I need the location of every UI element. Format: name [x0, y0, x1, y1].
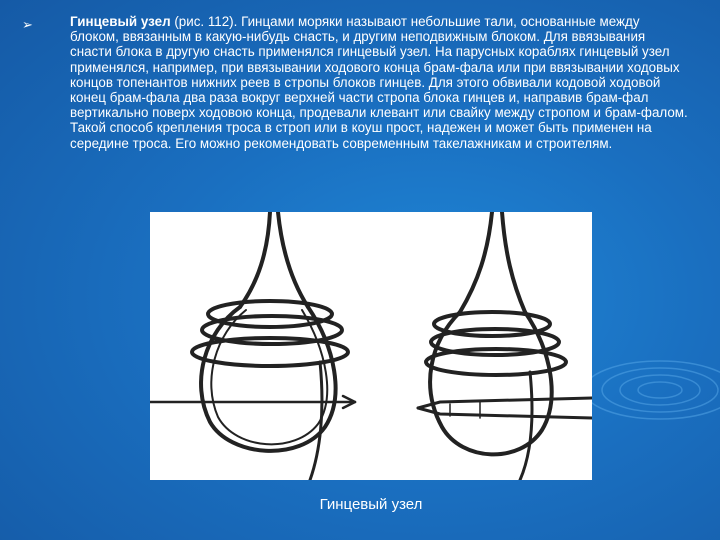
right-knot: [418, 212, 592, 480]
knot-drawing: [150, 212, 592, 480]
left-knot: [150, 212, 355, 480]
knot-illustration: [150, 212, 592, 480]
figure-caption: Гинцевый узел: [319, 496, 423, 513]
knot-name-bold: Гинцевый узел: [70, 14, 171, 29]
arrow-bullet-icon: ➢: [22, 17, 33, 32]
description-paragraph: [70, 14, 690, 151]
description-text: (рис. 112). Гинцами моряки называют небольшие тали, основанные между блоком, ввязанным в какую-нибудь снасть, и другим неподвижным блоком. Для ввязывания снасти блока в другую снасть применялся гинцевый узел. На парусных кораблях гинцевый узел применялся, например, при ввязывании ходового конца брам-фала или при ввязывании ходовых концов топенантов нижних реев в стропы блоков гинцев. Для этого обвивали кодовой ходовой конец брам-фала два раза вокруг верхней части стропа блока гинцев и, направив брам-фал вертикально поверх ходовою конца, продевали клевант или свайку между стропом и брам-фалом. Такой способ крепления троса в строп или в коуш прост, надежен и может быть применен на середине троса. Его можно рекомендовать современным такелажникам и строителям.: [70, 14, 688, 151]
